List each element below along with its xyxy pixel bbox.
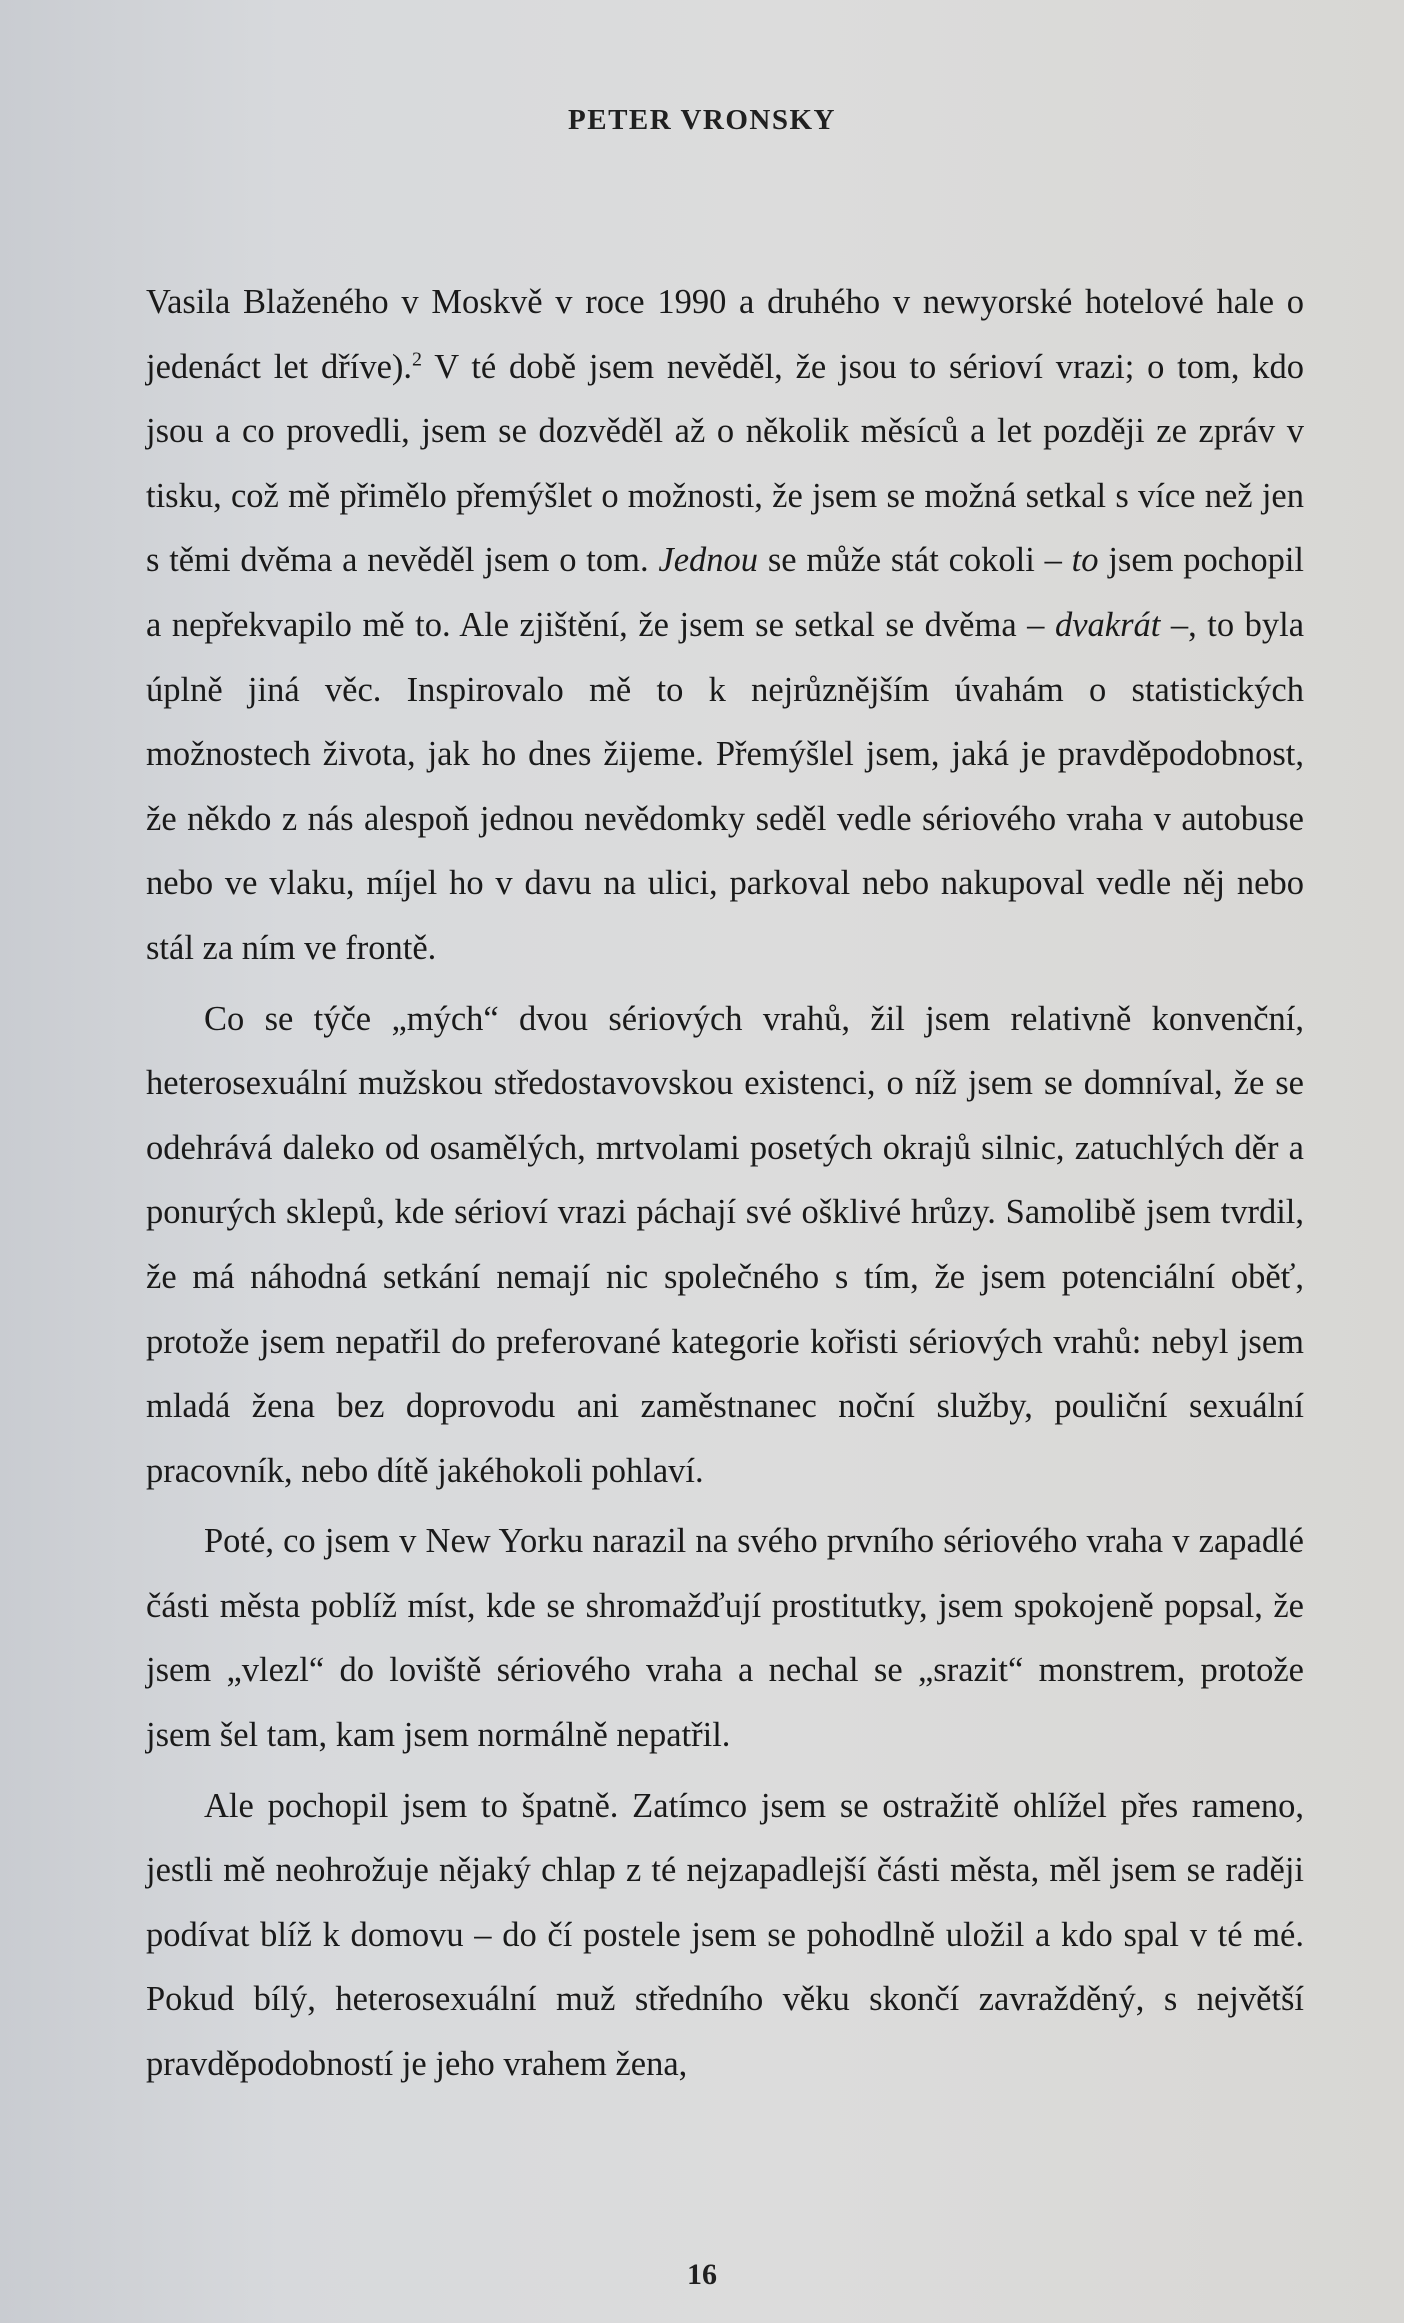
body-text	[146, 270, 1304, 2097]
running-header: PETER VRONSKY	[568, 104, 836, 136]
paragraph-1-part-d: se může stát cokoli –	[758, 541, 1072, 580]
paragraph-3: Poté, co jsem v New Yorku narazil na svého prvního sériového vraha v zapadlé části města poblíž míst, kde se shromažďují prostitutky, jsem spokojeně popsal, že jsem „vlezl“ do loviště sériového vraha a nechal se „srazit“ monstrem, protože jsem šel tam, kam jsem normálně nepatřil.	[146, 1522, 1304, 1755]
paragraph-4: Ale pochopil jsem to špatně. Zatímco jsem se ostražitě ohlížel přes rameno, jestli mě neohrožuje nějaký chlap z té nejzapadlejší části města, měl jsem se raději podívat blíž k domovu – do čí postele jsem se pohodlně uložil a kdo spal v té mé. Pokud bílý, heterosexuální muž středního věku skončí zavražděný, s největší pravděpodobností je jeho vrahem žena,	[146, 1786, 1304, 2084]
footnote-reference: 2	[412, 348, 423, 371]
paragraph-1-part-a: Vasila Blaženého v Moskvě v roce 1990 a druhého v newyorské hotelové hale o jedenáct let dříve).	[146, 283, 1304, 386]
paragraph-1	[146, 270, 1304, 981]
italic-to: to	[1071, 541, 1099, 580]
paragraph-1-part-f: jsem pochopil a nepřekvapilo mě to. Ale zjištění, že jsem se setkal se dvěma –	[146, 541, 1305, 644]
italic-jednou: Jednou	[658, 541, 759, 580]
paragraph-2: Co se týče „mých“ dvou sériových vrahů, žil jsem relativně konvenční, heterosexuální mužskou středostavovskou existenci, o níž jsem se domníval, že se odehrává daleko od osamělých, mrtvolami posetých okrajů silnic, zatuchlých děr a ponurých sklepů, kde sérioví vrazi páchají své ošklivé hrůzy. Samolibě jsem tvrdil, že má náhodná setkání nemají nic společného s tím, že jsem potenciální oběť, protože jsem nepatřil do preferované kategorie kořisti sériových vrahů: nebyl jsem mladá žena bez doprovodu ani zaměstnanec noční služby, pouliční sexuální pracovník, nebo dítě jakéhokoli pohlaví.	[146, 999, 1304, 1490]
paragraph-1-part-h: –, to byla úplně jiná věc. Inspirovalo mě to k nejrůznějším úvahám o statistických možnostech života, jak ho dnes žijeme. Přemýšlel jsem, jaká je pravděpodobnost, že někdo z nás alespoň jednou nevědomky seděl vedle sériového vraha v autobuse nebo ve vlaku, míjel ho v davu na ulici, parkoval nebo nakupoval vedle něj nebo stál za ním ve frontě.	[146, 605, 1305, 967]
italic-dvakrat: dvakrát	[1054, 605, 1161, 644]
page-number: 16	[687, 2258, 717, 2291]
paragraph-1-part-b: V té době jsem nevěděl, že jsou to sérioví vrazi; o tom, kdo jsou a co provedli, jsem se dozvěděl až o několik měsíců a let později ze zpráv v tisku, což mě přimělo přemýšlet o možnosti, že jsem se možná setkal s více než jen s těmi dvěma a nevěděl jsem o tom.	[146, 347, 1305, 580]
